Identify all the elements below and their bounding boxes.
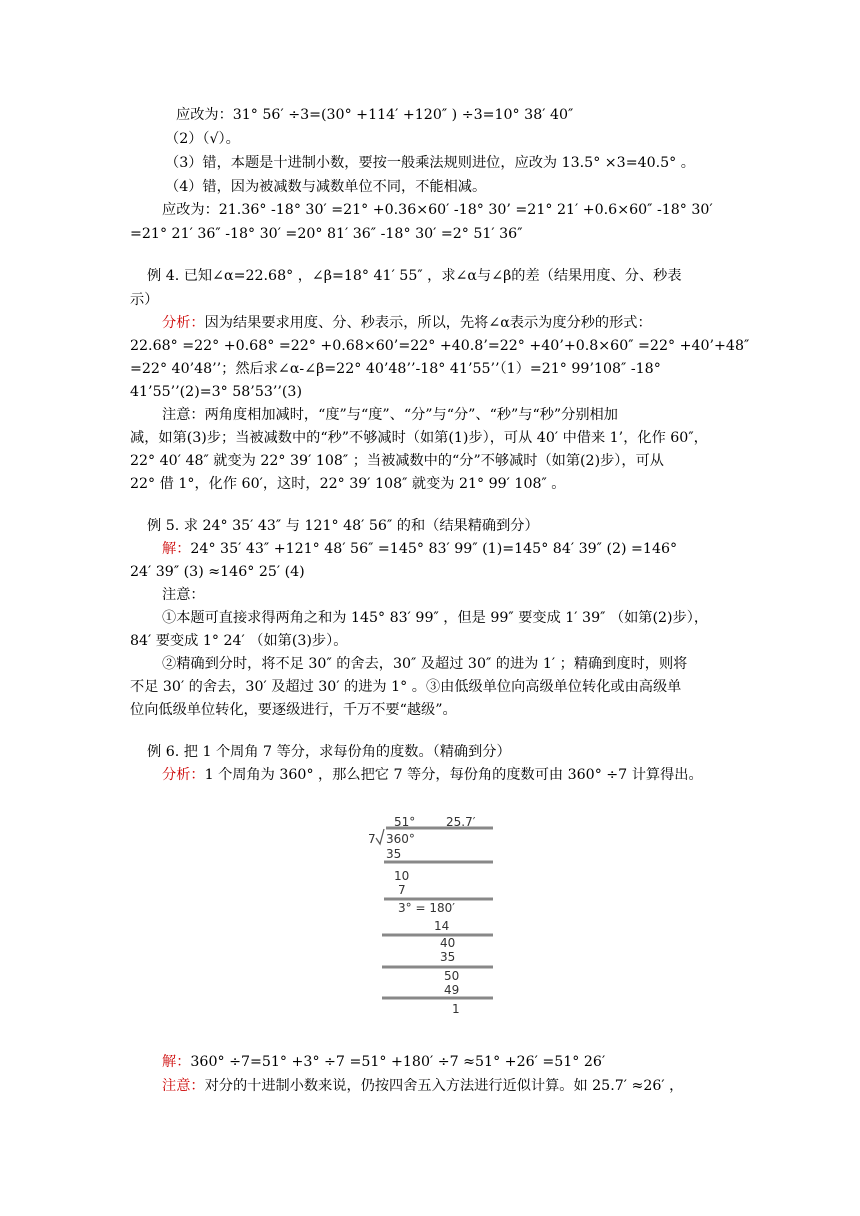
- long-division-figure: [358, 810, 508, 1022]
- quotient-degrees: 51°: [394, 815, 416, 829]
- analysis-label: 分析：: [162, 767, 205, 783]
- text-line: 84′ 要变成 1° 24′ （如第(3)步）。: [130, 633, 348, 649]
- text-line: 减，如第(3)步；当被减数中的“秒”不够减时（如第(1)步），可从 40′ 中借来 1’，化作 60″，: [130, 430, 708, 446]
- text-line: =22° 40’48’’；然后求∠α-∠β=22° 40’48’’-18° 41’55’’（1）=21° 99’108″ -18°: [130, 361, 661, 377]
- step-value: 1: [452, 1002, 460, 1016]
- text-line: =21° 21′ 36″ -18° 30′ =20° 81′ 36″ -18° 30′ =2° 51′ 36″: [130, 226, 523, 242]
- step-value: 10: [394, 869, 410, 883]
- text-line: 注意：: [162, 587, 205, 603]
- quotient-minutes: 25.7′: [446, 815, 476, 829]
- text-line: [162, 539, 677, 559]
- text-span: 360° ÷7=51° +3° ÷7 =51° +180′ ÷7 ≈51° +26′ =51° 26′: [190, 1054, 606, 1070]
- dividend: 360°: [386, 832, 415, 846]
- text-line: 22° 借 1°，化作 60′，这时，22° 39′ 108″ 就变为 21° 99′ 108″ 。: [130, 476, 566, 492]
- step-value: 14: [434, 919, 450, 933]
- solution-label: 解：: [162, 1054, 191, 1070]
- text-line: ①本题可直接求得两角之和为 145° 83′ 99″ ，但是 99″ 要变成 1′ 39″ （如第(2)步），: [162, 610, 709, 626]
- text-line: 不足 30′ 的舍去，30′ 及超过 30′ 的进为 1° 。③由低级单位向高级单位转化或由高级单: [130, 679, 682, 695]
- step-value: 7: [398, 883, 406, 897]
- text-span: 因为结果要求用度、分、秒表示，所以，先将∠α表示为度分秒的形式：: [204, 315, 652, 331]
- step-value: 35: [386, 847, 402, 861]
- text-line: [162, 1076, 683, 1096]
- text-line: 位向低级单位转化，要逐级进行，千万不要“越级”。: [130, 702, 457, 718]
- text-line: ②精确到分时，将不足 30″ 的舍去，30″ 及超过 30″ 的进为 1′ ；精确到度时，则将: [162, 656, 688, 672]
- text-line: 41’55’’(2)=3° 58’53’’(3): [130, 384, 302, 400]
- text-line: 22.68° =22° +0.68° =22° +0.68×60’=22° +40.8’=22° +40’+0.8×60″ =22° +40’+48″: [130, 338, 750, 354]
- example-6-title: 例 6. 把 1 个周角 7 等分，求每份角的度数。（精确到分）: [147, 744, 511, 760]
- text-line: 应改为：21.36° -18° 30′ =21° +0.36×60′ -18° 30’ =21° 21′ +0.6×60″ -18° 30′: [162, 202, 713, 218]
- text-span: 对分的十进制小数来说，仍按四舍五入方法进行近似计算。如 25.7′ ≈26′ ，: [204, 1078, 684, 1094]
- text-line: 应改为：31° 56′ ÷3=(30° +114′ +120″ ) ÷3=10° 38′ 40″: [176, 107, 574, 123]
- text-line: 示）: [130, 292, 159, 308]
- text-line: （3）错，本题是十进制小数，要按一般乘法规则进位，应改为 13.5° ×3=40.5° 。: [165, 155, 695, 171]
- step-value: 40: [440, 936, 456, 950]
- text-line: （4）错，因为被减数与减数单位不同，不能相减。: [165, 179, 487, 195]
- step-value: 50: [444, 969, 460, 983]
- text-line: 22° 40′ 48″ 就变为 22° 39′ 108″ ；当被减数中的“分”不够减时（如第(2)步），可从: [130, 453, 664, 469]
- example-5-title: 例 5. 求 24° 35′ 43″ 与 121° 48′ 56″ 的和（结果精确到分）: [147, 518, 539, 534]
- solution-label: 解：: [162, 541, 191, 557]
- text-line: （2）（√）。: [165, 131, 240, 147]
- step-value: 3° = 180′: [398, 901, 455, 915]
- step-value: 35: [440, 950, 456, 964]
- text-line: [162, 1052, 605, 1072]
- divisor: 7: [368, 832, 376, 846]
- analysis-label: 分析：: [162, 315, 205, 331]
- text-line: 注意：两角度相加减时，“度”与“度”、“分”与“分”、“秒”与“秒”分别相加: [162, 407, 618, 423]
- text-line: [162, 765, 703, 785]
- text-span: 24° 35′ 43″ +121° 48′ 56″ =145° 83′ 99″ (1)=145° 84′ 39″ (2) =146°: [190, 541, 678, 557]
- note-label: 注意：: [162, 1078, 205, 1094]
- example-4-title: 例 4. 已知∠α=22.68° ，∠β=18° 41′ 55″ ，求∠α与∠β的差（结果用度、分、秒表: [147, 268, 682, 284]
- text-span: 1 个周角为 360° ，那么把它 7 等分，每份角的度数可由 360° ÷7 计算得出。: [204, 767, 703, 783]
- text-line: 24′ 39″ (3) ≈146° 25′ (4): [130, 564, 305, 580]
- text-line: [162, 313, 652, 333]
- step-value: 49: [444, 983, 460, 997]
